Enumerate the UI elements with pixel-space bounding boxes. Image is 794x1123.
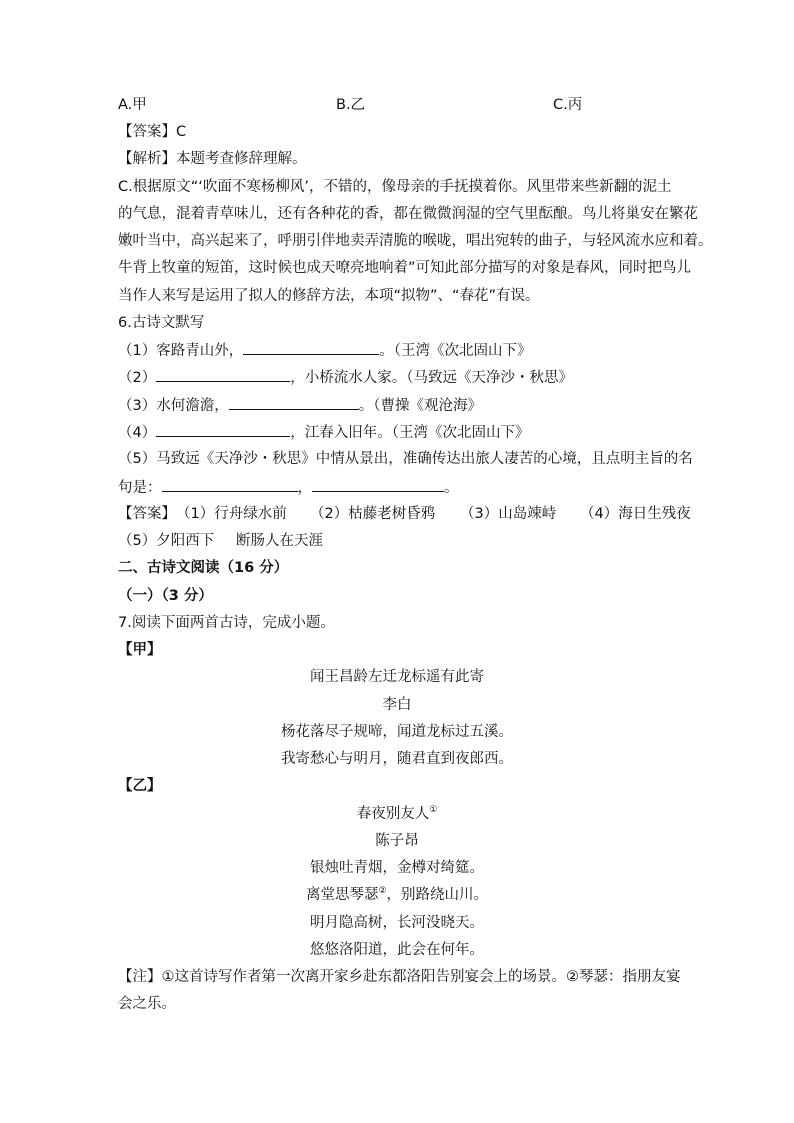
option-c: C.丙 xyxy=(553,97,583,113)
q6-answers-row-1: 【答案】（1）行舟绿水前 （2）枯藤老树昏鸦 （3）山岛竦峙 （4）海日生残夜 xyxy=(118,506,691,522)
poem-b-line: 离堂思琴瑟②，别路绕山川。 xyxy=(305,886,489,903)
poem-b-line: 明月隐高树，长河没晓天。 xyxy=(310,915,484,931)
poem-a-title: 闻王昌龄左迁龙标遥有此寄 xyxy=(310,669,484,685)
note-line-1: 【注】①这首诗写作者第一次离开家乡赴东都洛阳告别宴会上的场景。②琴瑟：指朋友宴 xyxy=(118,969,681,985)
poem-a-line: 杨花落尽子规啼，闻道龙标过五溪。 xyxy=(281,724,513,740)
q5-explanation-line: 牛背上牧童的短笛，这时候也成天嘹亮地响着”可知此部分描写的对象是春风，同时把鸟儿 xyxy=(118,260,692,276)
poem-b-line: 银烛吐青烟，金樽对绮筵。 xyxy=(310,860,484,876)
section-title: 二、古诗文阅读（16 分） xyxy=(118,560,289,576)
footnote-marker: ① xyxy=(429,805,438,816)
q6-item-1: （1）客路青山外， 。（王湾《次北固山下》 xyxy=(118,340,531,361)
option-b: B.乙 xyxy=(336,97,366,113)
poem-a-author: 李白 xyxy=(382,697,412,713)
answer-blank[interactable] xyxy=(243,340,379,355)
q7-prompt: 7.阅读下面两首古诗，完成小题。 xyxy=(118,615,335,631)
footnote-marker: ② xyxy=(378,886,387,897)
q6-answers-row-2: （5）夕阳西下 断肠人在天涯 xyxy=(118,533,323,549)
poem-a-line: 我寄愁心与明月，随君直到夜郎西。 xyxy=(281,751,513,767)
q5-explanation-line: 当作人来写是运用了拟人的修辞方法，本项“拟物”、“春花”有误。 xyxy=(118,288,540,304)
q6-item-4: （4） ，江春入旧年。（王湾《次北固山下》 xyxy=(118,422,529,443)
answer-blank[interactable] xyxy=(156,422,290,437)
note-line-2: 会之乐。 xyxy=(118,996,176,1012)
poem-b-author: 陈子昂 xyxy=(375,833,419,849)
poem-b-line: 悠悠洛阳道，此会在何年。 xyxy=(310,942,484,958)
q6-item-2: （2） ，小桥流水人家。（马致远《天净沙・秋思》 xyxy=(118,367,573,388)
answer-blank[interactable] xyxy=(312,477,444,492)
q5-explanation-line: 嫩叶当中，高兴起来了，呼朋引伴地卖弄清脆的喉咙，唱出宛转的曲子，与轻风流水应和着。 xyxy=(118,233,713,249)
option-a: A.甲 xyxy=(118,97,147,113)
answer-blank[interactable] xyxy=(229,395,359,410)
q6-title: 6.古诗文默写 xyxy=(118,315,205,331)
q5-explanation-line: 的气息，混着青草味儿，还有各种花的香，都在微微润湿的空气里酝酿。鸟儿将巢安在繁花 xyxy=(118,206,698,222)
poem-a-label: 【甲】 xyxy=(118,642,162,658)
q5-answer: 【答案】C xyxy=(118,124,187,140)
poem-b-label: 【乙】 xyxy=(118,778,162,794)
answer-blank[interactable] xyxy=(156,367,290,382)
q6-item-5-line2: 句是： ， 。 xyxy=(118,477,459,498)
q5-analysis: 【解析】本题考查修辞理解。 xyxy=(118,151,307,167)
q5-explanation-line: C.根据原文“‘吹面不寒杨柳风’，不错的，像母亲的手抚摸着你。风里带来些新翻的泥土 xyxy=(118,179,672,195)
q6-item-5-line1: （5）马致远《天净沙・秋思》中情从景出，准确传达出旅人凄苦的心境，且点明主旨的名 xyxy=(118,451,693,467)
q6-item-3: （3）水何澹澹， 。（曹操《观沧海》 xyxy=(118,395,482,416)
section-subtitle: （一）（3 分） xyxy=(118,588,213,604)
poem-b-title: 春夜别友人① xyxy=(356,805,438,822)
answer-blank[interactable] xyxy=(162,477,298,492)
